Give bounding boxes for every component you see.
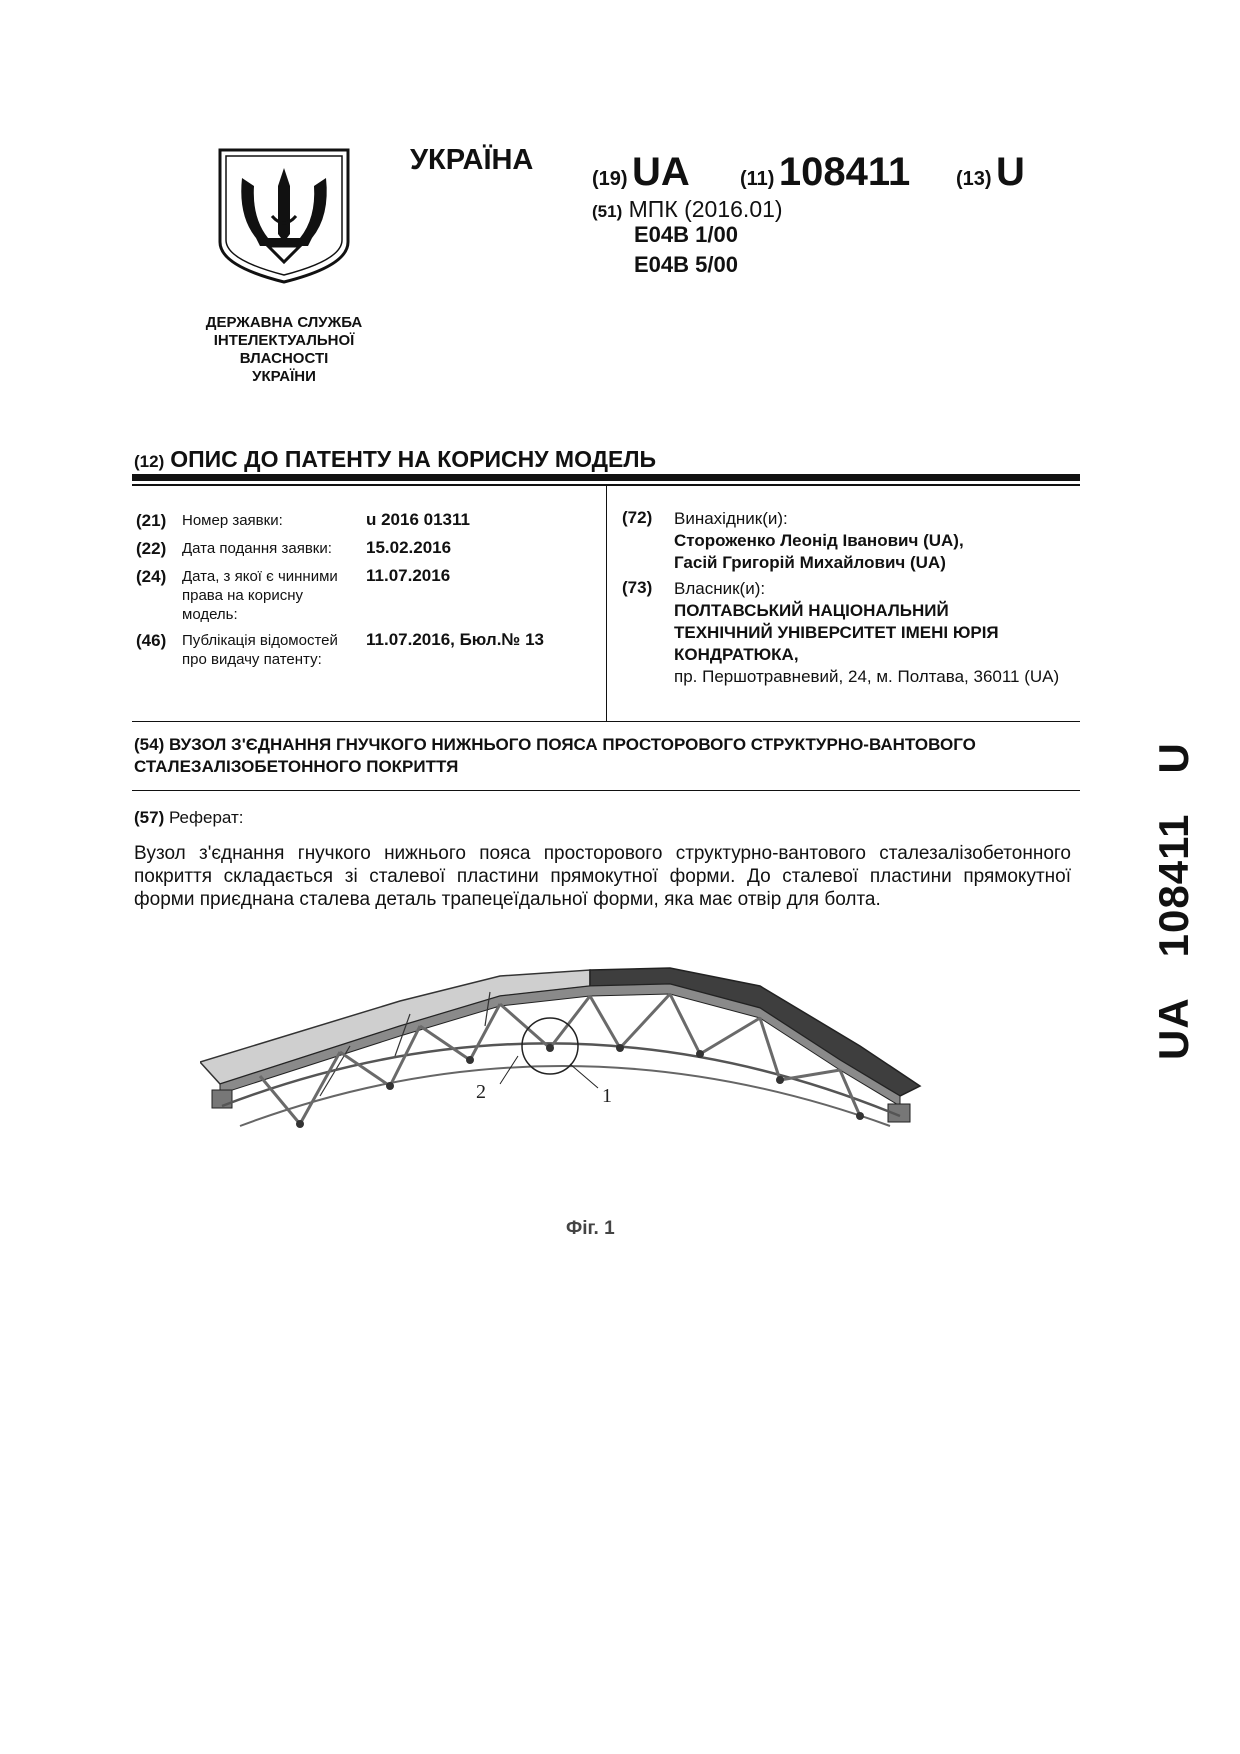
owner-name-line: КОНДРАТЮКА, (674, 645, 799, 664)
divider (132, 790, 1080, 791)
inid-code-73: (73) (622, 578, 653, 597)
figure-label-2: 2 (476, 1081, 486, 1103)
abstract-heading (134, 808, 244, 828)
inid-code-72: (72) (622, 508, 653, 527)
field-publication (136, 630, 596, 674)
field-label: Дата подання заявки: (182, 540, 332, 557)
patent-number: 108411 (778, 150, 911, 194)
field-label: Номер заявки: (182, 512, 283, 529)
divider (132, 474, 1080, 481)
inid-code-54: (54) (134, 735, 165, 754)
owner-name-line: ТЕХНІЧНИЙ УНІВЕРСИТЕТ ІМЕНІ ЮРІЯ (674, 623, 999, 642)
abstract-text: Вузол з'єднання гнучкого нижнього пояса просторового структурно-вантового сталезалізобетонного покриття складається зі сталевої пластини прямокутної форми. До сталевої пластини прямокутної форми приєднана сталева деталь трапецеїдальної форми, яка має отвір для болта. (134, 843, 1071, 910)
field-label: Публікація відомостей про видачу патенту: (182, 632, 338, 668)
inventors-label: Винахідник(и): (674, 509, 788, 528)
inid-code-57: (57) (134, 808, 165, 827)
inid-code-19: (19) (592, 168, 628, 190)
inventors-block (622, 508, 1082, 572)
field-value: 11.07.2016 (366, 566, 451, 585)
truss-roof-figure (200, 956, 1020, 1171)
agency-line: ІНТЕЛЕКТУАЛЬНОЇ (213, 332, 355, 349)
inventor-name: Стороженко Леонід Іванович (UA), (674, 531, 964, 550)
inid-code: (21) (136, 511, 167, 530)
coat-of-arms-icon (212, 146, 356, 286)
inid-code: (22) (136, 539, 167, 558)
owners-block (622, 578, 1082, 718)
utility-model-title (134, 734, 1084, 778)
document-title-text: ОПИС ДО ПАТЕНТУ НА КОРИСНУ МОДЕЛЬ (170, 446, 657, 472)
inid-code-51: (51) (592, 202, 623, 221)
ipc-class: E04B 5/00 (634, 252, 738, 277)
field-application-number (136, 510, 596, 534)
agency-line: ДЕРЖАВНА СЛУЖБА (205, 314, 363, 331)
inid-code: (46) (136, 631, 167, 650)
inid-code-11: (11) (740, 168, 775, 190)
side-patent-number: 108411 (1150, 813, 1197, 958)
ipc-line (592, 196, 783, 223)
agency-line: УКРАЇНИ (252, 368, 316, 385)
field-filing-date (136, 538, 596, 562)
field-label: Дата, з якої є чинними права на корисну модель: (182, 568, 338, 623)
patent-number-group (740, 150, 910, 195)
owner-name-line: ПОЛТАВСЬКИЙ НАЦІОНАЛЬНИЙ (674, 601, 949, 620)
side-country-code: UA (1150, 997, 1197, 1060)
agency-name (168, 314, 400, 386)
kind-code: U (996, 150, 1025, 194)
country-code-group (592, 150, 690, 195)
field-value: 15.02.2016 (366, 538, 452, 557)
inid-code: (24) (136, 567, 167, 586)
document-title (134, 446, 656, 473)
inventor-name: Гасій Григорій Михайлович (UA) (674, 553, 946, 572)
figure-label-1: 1 (602, 1085, 612, 1107)
utility-model-title-text: ВУЗОЛ З'ЄДНАННЯ ГНУЧКОГО НИЖНЬОГО ПОЯСА ПРОСТОРОВОГО СТРУКТУРНО-ВАНТОВОГО СТАЛЕЗАЛІЗОБЕТОННОГО ПОКРИТТЯ (134, 735, 976, 776)
side-patent-label (1150, 702, 1198, 1060)
field-value: u 2016 01311 (366, 510, 470, 529)
inid-code-13: (13) (956, 168, 992, 190)
ipc-label: МПК (2016.01) (628, 196, 783, 222)
field-effective-date (136, 566, 596, 626)
country-code: UA (632, 150, 690, 194)
owners-label: Власник(и): (674, 579, 766, 598)
country-name: УКРАЇНА (410, 144, 534, 176)
side-kind-code: U (1150, 742, 1197, 774)
owner-address: пр. Першотравневий, 24, м. Полтава, 36011 (UA) (674, 667, 1060, 686)
abstract-label: Реферат: (168, 808, 244, 827)
figure-caption: Фіг. 1 (566, 1218, 615, 1239)
agency-line: ВЛАСНОСТІ (239, 350, 329, 367)
divider (132, 721, 1080, 722)
column-divider (606, 486, 607, 722)
field-value: 11.07.2016, Бюл.№ 13 (366, 630, 545, 649)
ipc-class: E04B 1/00 (634, 222, 738, 247)
kind-code-group (956, 150, 1025, 195)
inid-code-12: (12) (134, 452, 165, 471)
